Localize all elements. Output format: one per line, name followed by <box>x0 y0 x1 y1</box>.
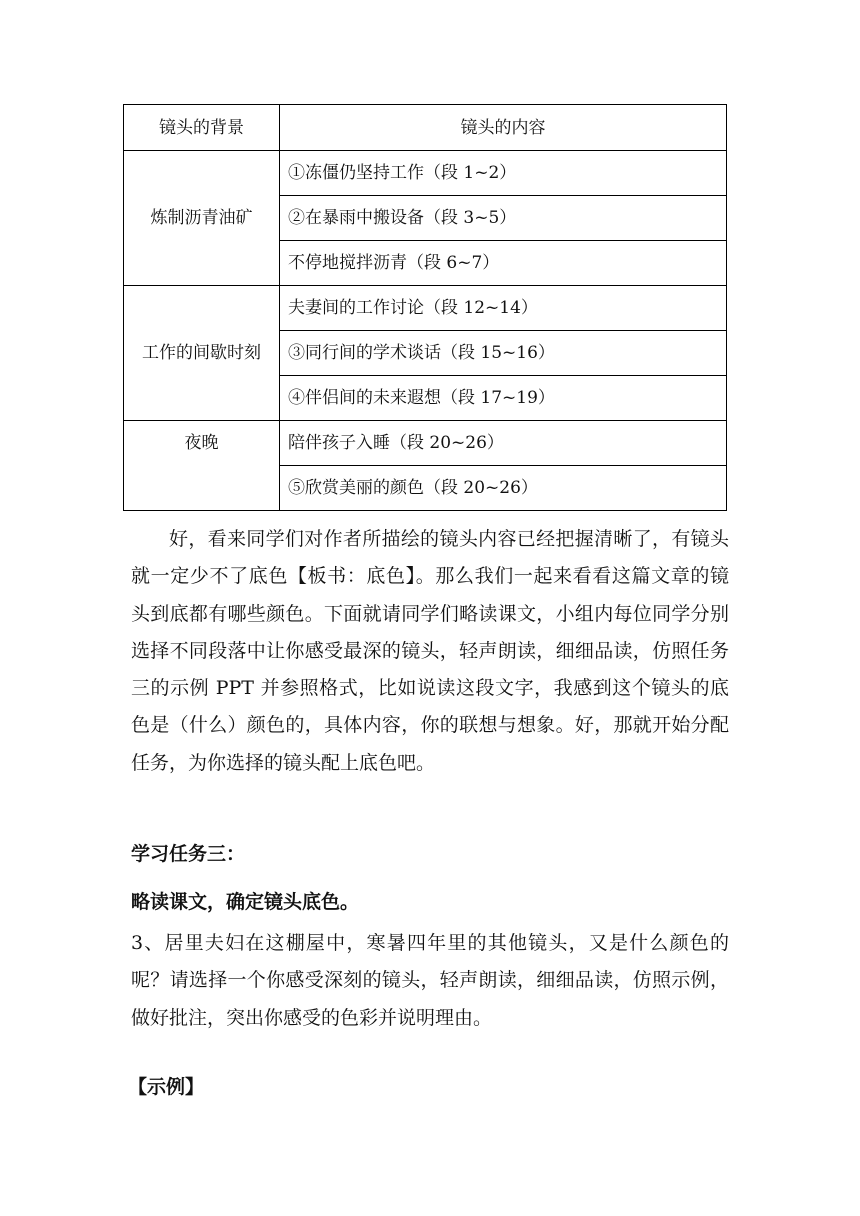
background-cell-1: 炼制沥青油矿 <box>124 151 280 286</box>
table-header-row <box>124 105 727 151</box>
content-cell: ⑤欣赏美丽的颜色（段 20~26） <box>280 466 727 511</box>
content-cell: ②在暴雨中搬设备（段 3~5） <box>280 196 727 241</box>
header-background-cell: 镜头的背景 <box>124 105 280 151</box>
shots-table <box>123 104 727 511</box>
content-cell: ③同行间的学术谈话（段 15~16） <box>280 331 727 376</box>
table-row <box>124 286 727 331</box>
table-row <box>124 151 727 196</box>
question-paragraph: 3、居里夫妇在这棚屋中，寒暑四年里的其他镜头，又是什么颜色的呢？请选择一个你感受深刻的镜头，轻声朗读，细细品读，仿照示例，做好批注，突出你感受的色彩并说明理由。 <box>131 932 729 1029</box>
example-label: 【示例】 <box>128 1076 205 1098</box>
content-cell: 陪伴孩子入睡（段 20~26） <box>280 421 727 466</box>
intro-paragraph: 好，看来同学们对作者所描绘的镜头内容已经把握清晰了，有镜头就一定少不了底色【板书：底色】。那么我们一起来看看这篇文章的镜头到底都有哪些颜色。下面就请同学们略读课文，小组内每位同学分别选择不同段落中让你感受最深的镜头，轻声朗读，细细品读，仿照任务三的示例 PPT 并参照格式，比如说读这段文字，我感到这个镜头的底色是（什么）颜色的，具体内容，你的联想与想象。好，那就开始分配任务，为你选择的镜头配上底色吧。 <box>131 528 729 774</box>
background-cell-3: 夜晚 <box>124 421 280 511</box>
header-content-cell: 镜头的内容 <box>280 105 727 151</box>
content-cell: 夫妻间的工作讨论（段 12~14） <box>280 286 727 331</box>
table-row <box>124 421 727 466</box>
background-cell-2: 工作的间歇时刻 <box>124 286 280 421</box>
task-subheading: 略读课文，确定镜头底色。 <box>131 891 360 913</box>
content-cell: ①冻僵仍坚持工作（段 1~2） <box>280 151 727 196</box>
task-heading: 学习任务三： <box>131 843 246 865</box>
content-cell: ④伴侣间的未来遐想（段 17~19） <box>280 376 727 421</box>
content-cell: 不停地搅拌沥青（段 6~7） <box>280 241 727 286</box>
